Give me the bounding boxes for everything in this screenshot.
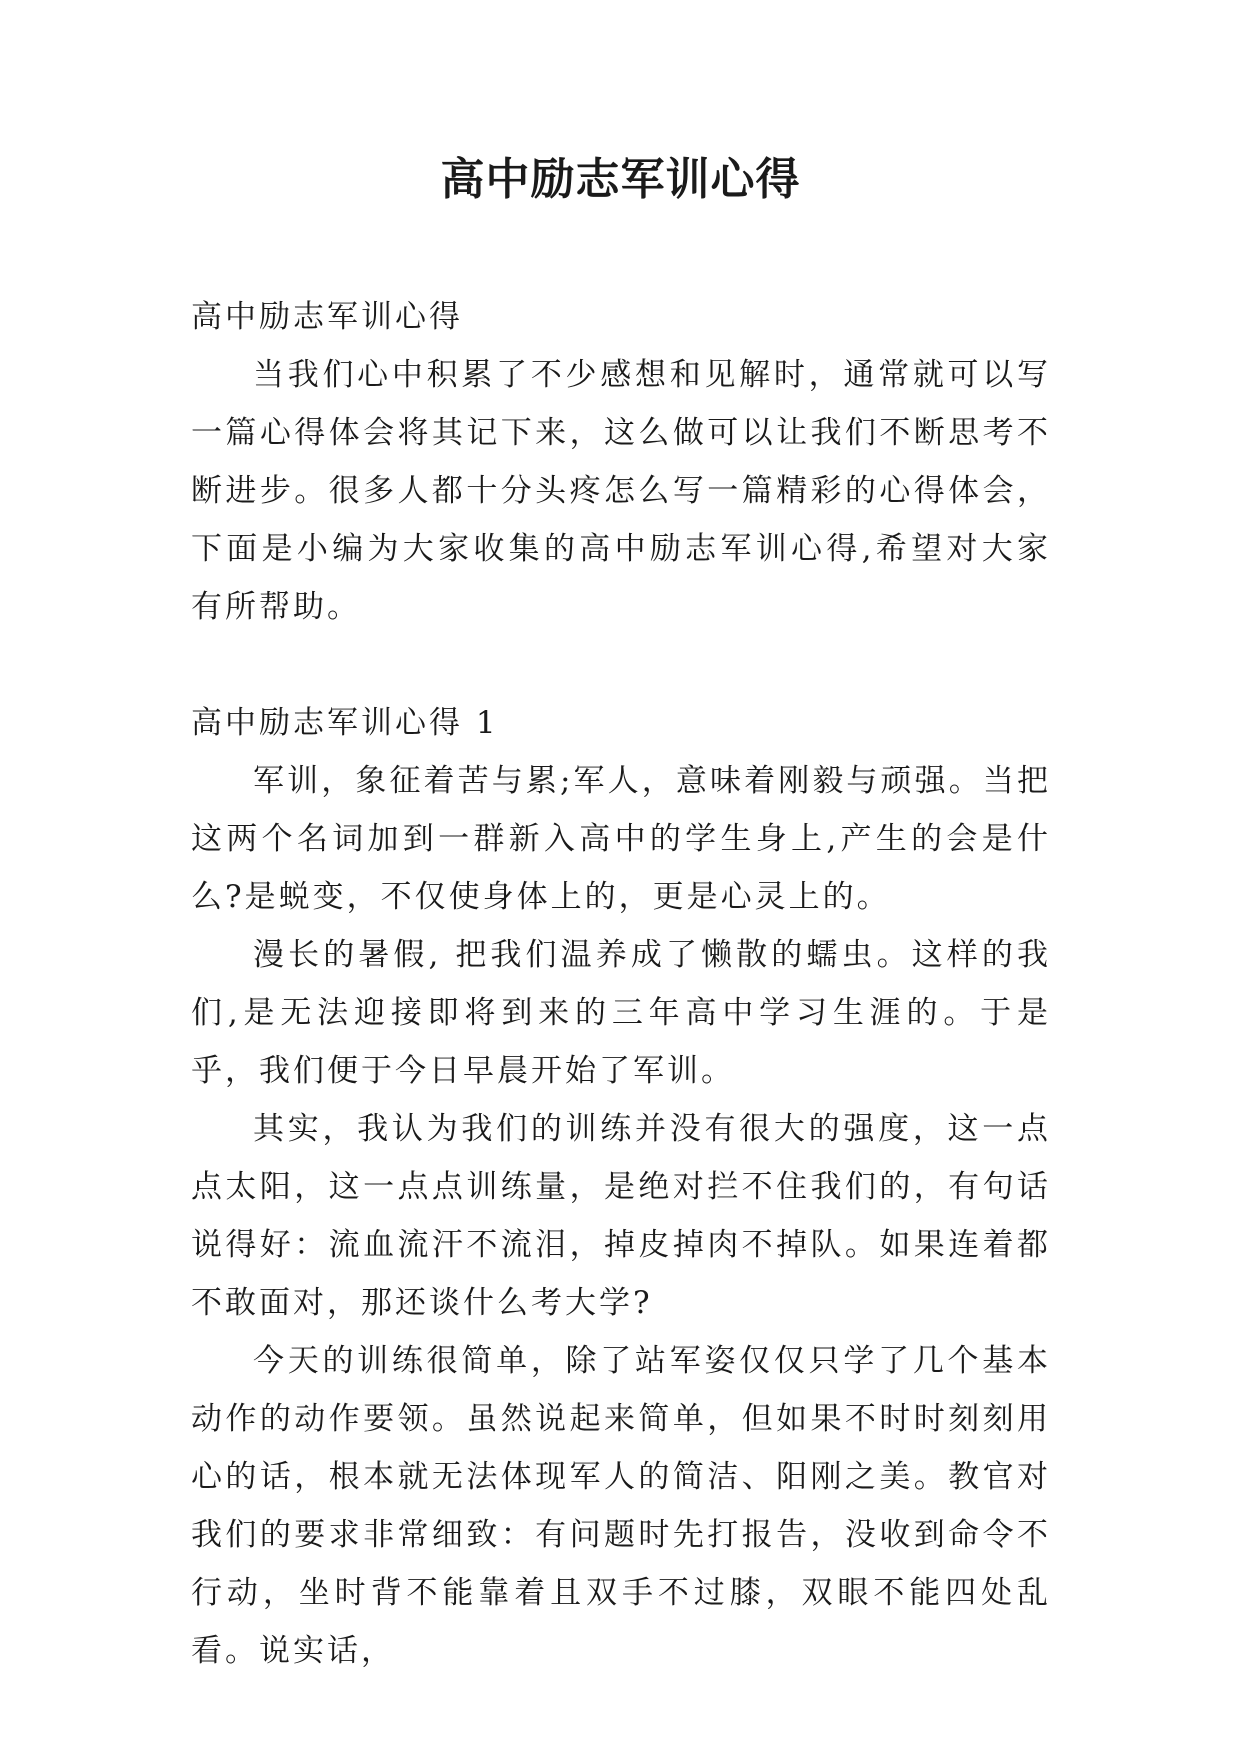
body-paragraph: 其实，我认为我们的训练并没有很大的强度，这一点点太阳，这一点点训练量，是绝对拦不住我们的，有句话说得好：流血流汗不流泪，掉皮掉肉不掉队。如果连着都不敢面对，那还谈什么考大学?: [191, 1111, 1051, 1321]
section-heading: 高中励志军训心得 1: [191, 705, 499, 741]
body-paragraph: 今天的训练很简单，除了站军姿仅仅只学了几个基本动作的动作要领。虽然说起来简单，但如果不时时刻刻用心的话，根本就无法体现军人的简洁、阳刚之美。教官对我们的要求非常细致：有问题时先打报告，没收到命令不行动，坐时背不能靠着且双手不过膝，双眼不能四处乱看。说实话，: [191, 1343, 1051, 1669]
intro-heading: 高中励志军训心得: [191, 299, 463, 335]
intro-paragraph: 当我们心中积累了不少感想和见解时，通常就可以写一篇心得体会将其记下来，这么做可以让我们不断思考不断进步。很多人都十分头疼怎么写一篇精彩的心得体会，下面是小编为大家收集的高中励志军训心得,希望对大家有所帮助。: [191, 357, 1051, 625]
section-spacer: [191, 636, 1051, 694]
document-title: 高中励志军训心得: [440, 154, 801, 205]
document-body: [191, 288, 1051, 1680]
body-paragraph: 军训，象征着苦与累;军人，意味着刚毅与顽强。当把这两个名词加到一群新入高中的学生身上,产生的会是什么?是蜕变，不仅使身体上的，更是心灵上的。: [191, 763, 1051, 915]
body-paragraph: 漫长的暑假, 把我们温养成了懒散的蠕虫。这样的我们,是无法迎接即将到来的三年高中学习生涯的。于是乎，我们便于今日早晨开始了军训。: [191, 937, 1051, 1089]
